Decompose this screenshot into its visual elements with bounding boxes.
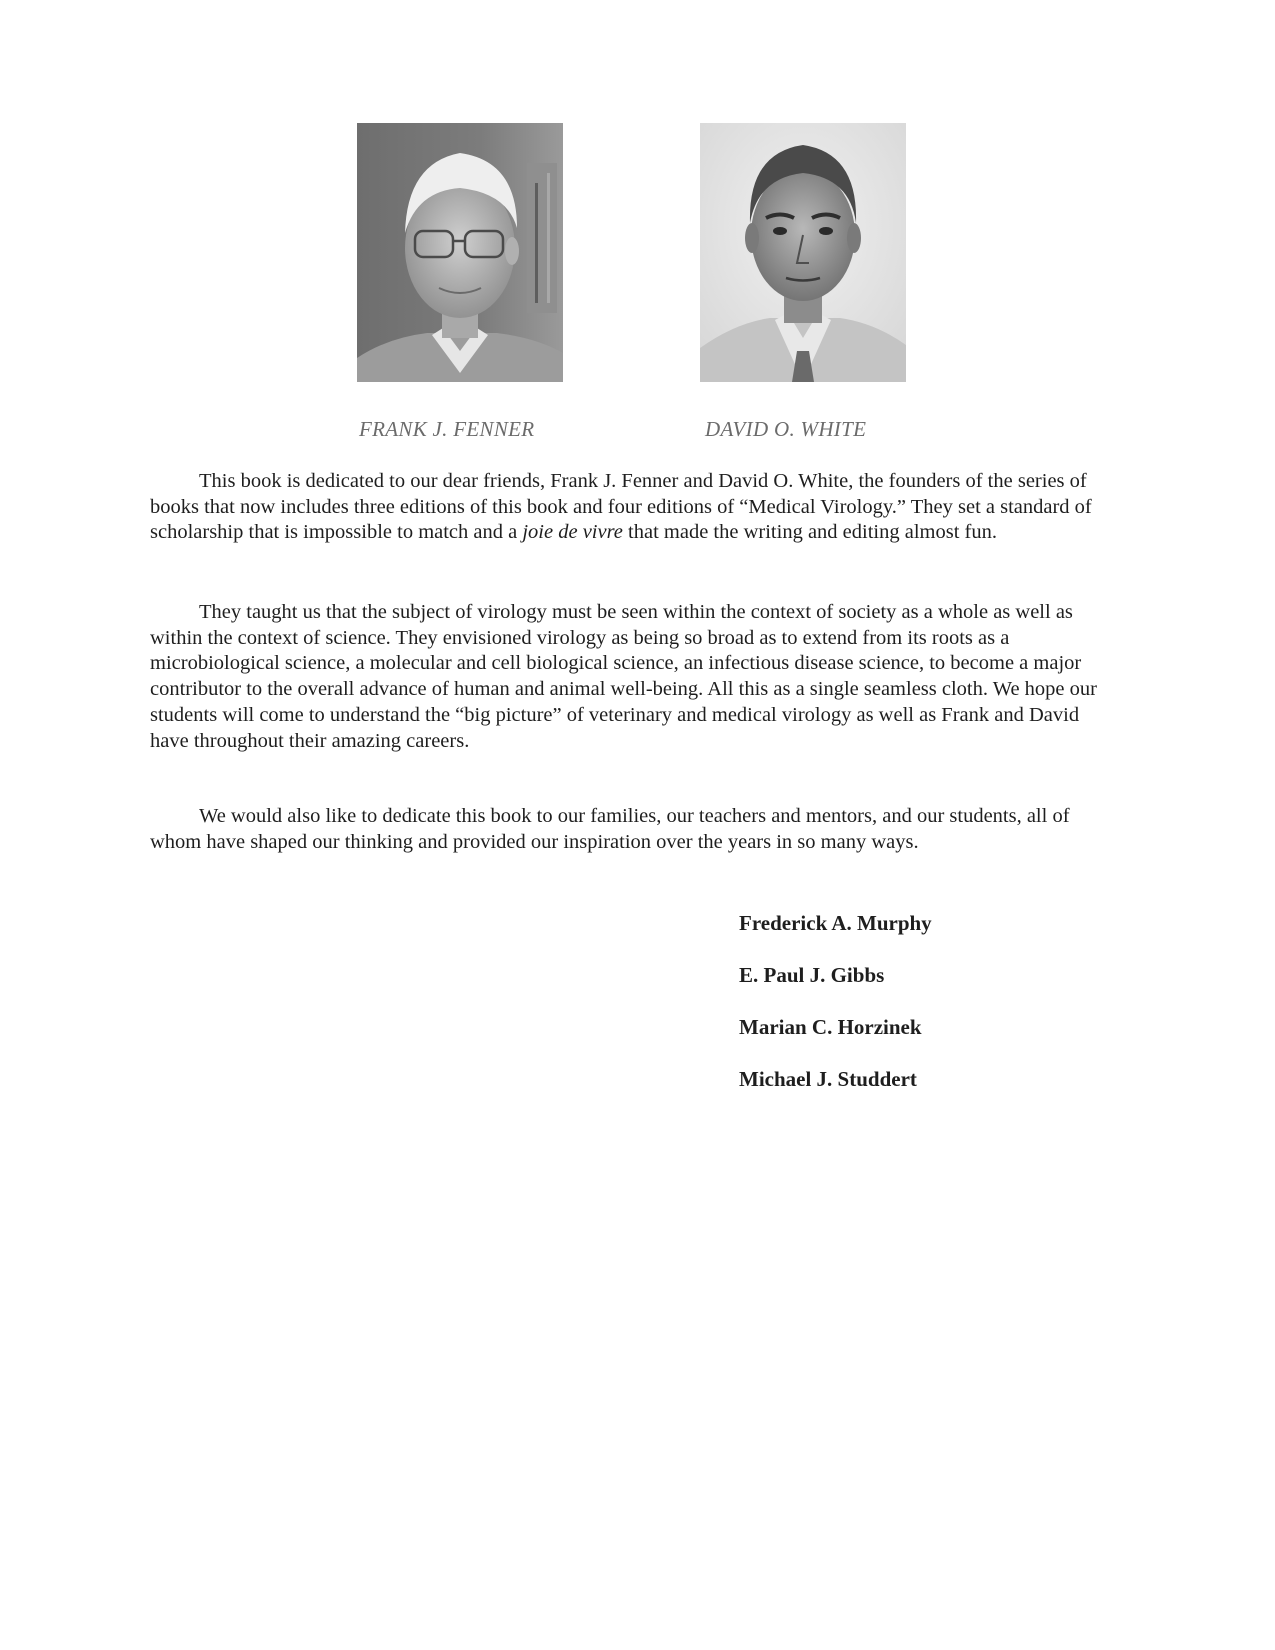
photo-caption-white: DAVID O. WHITE (705, 417, 867, 441)
dedication-paragraph-3: We would also like to dedicate this book to our families, our teachers and mentors, and our students, all of whom have shaped our thinking and provided our inspiration over the years in so many ways. (150, 805, 1070, 853)
portrait-photo-white (700, 123, 906, 382)
dedication-paragraph-1 (150, 469, 1110, 546)
author-signature: Marian C. Horzinek (739, 1015, 922, 1039)
dedication-paragraph-2: They taught us that the subject of virology must be seen within the context of society as a whole as well as within the context of science. They envisioned virology as being so broad as to extend from its roots as a microbiological science, a molecular and cell biological science, an infectious disease science, to become a major contributor to the overall advance of human and animal well-being. All this as a single seamless cloth. We hope our students will come to understand the “big picture” of veterinary and medical virology as well as Frank and David have throughout their amazing careers. (150, 601, 1097, 752)
photo-caption-fenner: FRANK J. FENNER (359, 417, 535, 441)
author-signature: Michael J. Studdert (739, 1067, 917, 1091)
author-signature: Frederick A. Murphy (739, 911, 932, 935)
portrait-photo-fenner (357, 123, 563, 382)
portrait-fenner-image (357, 123, 563, 382)
dedication-paragraph-1-text-a: This book is dedicated to our dear friends, Frank J. Fenner and David O. White, the founders of the series of books that now includes three editions of this book and four editions of “Medical Virology.” They set a standard of scholarship that is impossible to match and a (150, 470, 1092, 544)
dedication-paragraph-1-text-b: that made the writing and editing almost fun. (622, 521, 997, 544)
dedication-paragraph-1-italic: joie de vivre (522, 521, 623, 544)
portrait-white-image (700, 123, 906, 382)
author-signature: E. Paul J. Gibbs (739, 963, 885, 987)
